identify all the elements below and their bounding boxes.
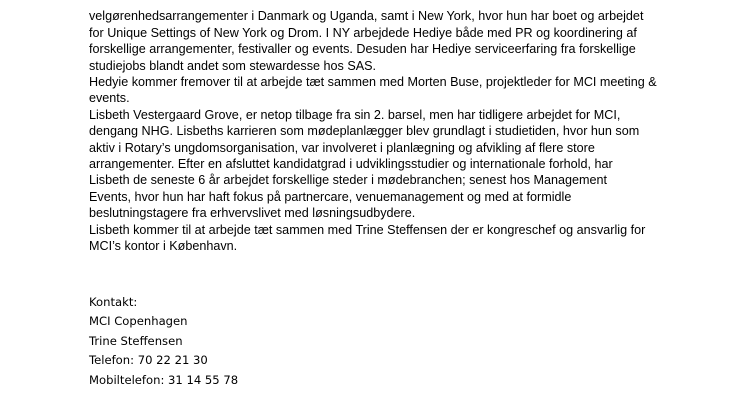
contact-name: Trine Steffensen xyxy=(89,333,183,348)
body-line: MCI’s kontor i København. xyxy=(89,239,238,254)
body-line: dengang NHG. Lisbeths karrieren som mødeplanlægger blev grundlagt i studietiden, hvor hun som xyxy=(89,124,640,139)
body-line xyxy=(89,0,689,8)
body-line: Lisbeth kommer til at arbejde tæt sammen med Trine Steffensen der er kongreschef og ansvarlig for xyxy=(89,222,646,237)
body-line: forskellige arrangementer, festivaller og events. Desuden har Hediye serviceerfaring fra forskellige xyxy=(89,42,636,57)
body-line: aktiv i Rotary’s ungdomsorganisation, var involveret i planlægning og afvikling af flere store xyxy=(89,140,595,155)
press-release-body xyxy=(89,0,689,255)
body-line: arrangementer. Efter en afsluttet kandidatgrad i udviklingsstudier og internationale forhold, har xyxy=(89,157,613,172)
body-line: velgørenhedsarrangementer i Danmark og Uganda, samt i New York, hvor hun har boet og arbejdet xyxy=(89,9,644,24)
body-line: beslutningstagere fra erhvervslivet med løsningsudbydere. xyxy=(89,206,416,221)
contact-mobile: Mobiltelefon: 31 14 55 78 xyxy=(89,372,239,387)
body-line: for Unique Settings of New York og Drom. I NY arbejdede Hediye både med PR og koordinering af xyxy=(89,25,637,40)
body-line: studiejobs blandt andet som stewardesse hos SAS. xyxy=(89,58,377,73)
body-line: Hedyie kommer fremover til at arbejde tæt sammen med Morten Buse, projektleder for MCI meeting & xyxy=(89,75,657,90)
contact-company: MCI Copenhagen xyxy=(89,314,188,329)
body-line: events. xyxy=(89,91,130,106)
contact-block xyxy=(89,293,238,390)
body-line: Lisbeth de seneste 6 år arbejdet forskellige steder i mødebranchen; senest hos Management xyxy=(89,173,608,188)
body-line: Events, hvor hun har haft fokus på partnercare, venuemanagement og med at formidle xyxy=(89,189,572,204)
contact-phone: Telefon: 70 22 21 30 xyxy=(89,353,208,368)
contact-heading: Kontakt: xyxy=(89,295,138,309)
body-line: Lisbeth Vestergaard Grove, er netop tilbage fra sin 2. barsel, men har tidligere arbejdet for MCI, xyxy=(89,107,621,122)
